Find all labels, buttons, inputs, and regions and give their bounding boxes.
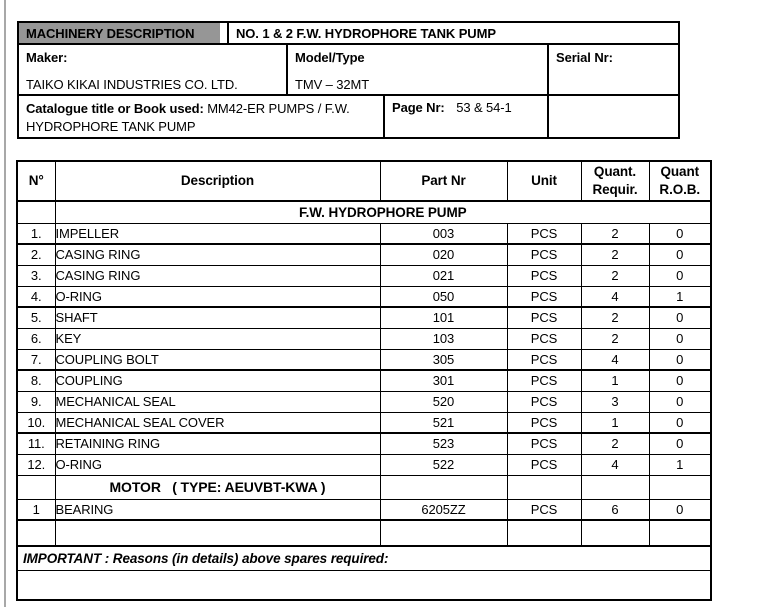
cell-no: 10.: [17, 412, 55, 433]
cell-quant-requir: 4: [581, 454, 649, 475]
cell-no: 11.: [17, 433, 55, 454]
cell-part-nr: 301: [380, 370, 507, 391]
cell-quant-rob: 0: [649, 499, 711, 520]
cell-no: [17, 520, 55, 546]
table-row: [17, 328, 711, 349]
maker-value: TAIKO KIKAI INDUSTRIES CO. LTD.: [26, 77, 238, 92]
cell-unit: PCS: [507, 307, 581, 328]
cell-description: COUPLING BOLT: [55, 349, 380, 370]
cell-no: 1.: [17, 223, 55, 244]
table-row: [17, 286, 711, 307]
cell-part-nr: 520: [380, 391, 507, 412]
cell-unit: PCS: [507, 349, 581, 370]
cell-quant-rob: 0: [649, 433, 711, 454]
table-row: [17, 454, 711, 475]
table-row: [17, 265, 711, 286]
page-nr-cell: [385, 96, 549, 137]
cell-description: BEARING: [55, 499, 380, 520]
cell-quant-requir: [581, 475, 649, 499]
cell-description: MECHANICAL SEAL: [55, 391, 380, 412]
cell-unit: PCS: [507, 499, 581, 520]
cell-part-nr: 050: [380, 286, 507, 307]
cell-quant-requir: 2: [581, 265, 649, 286]
cell-quant-requir: 1: [581, 370, 649, 391]
model-type-cell: [288, 45, 549, 94]
cell-quant-rob: 0: [649, 412, 711, 433]
cell-quant-rob: 0: [649, 370, 711, 391]
machinery-description-label-cell: [19, 23, 229, 43]
cell-description: IMPELLER: [55, 223, 380, 244]
maker-cell: [19, 45, 288, 94]
cell-part-nr: [380, 520, 507, 546]
cell-part-nr: [380, 475, 507, 499]
cell-description: SHAFT: [55, 307, 380, 328]
cell-part-nr: 003: [380, 223, 507, 244]
col-header-description: Description: [55, 161, 380, 201]
serial-nr-cell: [549, 45, 678, 94]
catalogue-page-row: [19, 96, 678, 137]
catalogue-label: Catalogue title or Book used:: [26, 101, 204, 116]
cell-part-nr: 6205ZZ: [380, 499, 507, 520]
serial-value-cell: [549, 96, 678, 137]
cell-quant-rob: 0: [649, 307, 711, 328]
col-header-quant-requir: Quant. Requir.: [581, 161, 649, 201]
cell-quant-rob: 0: [649, 349, 711, 370]
cell-no: 6.: [17, 328, 55, 349]
cell-description: [55, 520, 380, 546]
cell-part-nr: 020: [380, 244, 507, 265]
cell-unit: PCS: [507, 328, 581, 349]
cell-quant-requir: 1: [581, 412, 649, 433]
cell-unit: PCS: [507, 433, 581, 454]
cell-quant-requir: 2: [581, 328, 649, 349]
col-header-unit: Unit: [507, 161, 581, 201]
cell-quant-rob: 0: [649, 223, 711, 244]
serial-nr-label: Serial Nr:: [556, 50, 613, 65]
cell-description: COUPLING: [55, 370, 380, 391]
cell-no: 1: [17, 499, 55, 520]
cell-quant-requir: [581, 520, 649, 546]
cell-no: 9.: [17, 391, 55, 412]
page-edge-line: [4, 0, 6, 607]
cell-quant-requir: 4: [581, 349, 649, 370]
table-row: [17, 499, 711, 520]
cell-unit: PCS: [507, 223, 581, 244]
table-row: [17, 244, 711, 265]
table-row: [17, 223, 711, 244]
maker-model-serial-row: [19, 45, 678, 96]
cell-unit: PCS: [507, 391, 581, 412]
page-nr-value: 53 & 54-1: [456, 100, 512, 115]
cell-quant-requir: 2: [581, 433, 649, 454]
table-row: [17, 412, 711, 433]
cell-quant-requir: 2: [581, 223, 649, 244]
table-header-row: [17, 161, 711, 201]
cell-no: 3.: [17, 265, 55, 286]
model-type-value: TMV – 32MT: [295, 77, 370, 92]
cell-description: MECHANICAL SEAL COVER: [55, 412, 380, 433]
cell-unit: [507, 520, 581, 546]
table-row: [17, 307, 711, 328]
cell-unit: PCS: [507, 265, 581, 286]
cell-description: O-RING: [55, 286, 380, 307]
catalogue-value: MM42-ER PUMPS / F.W. HYDROPHORE TANK PUMP: [26, 101, 350, 134]
cell-description: KEY: [55, 328, 380, 349]
important-note: IMPORTANT : Reasons (in details) above spares required:: [17, 546, 711, 570]
cell-no: 7.: [17, 349, 55, 370]
cell-quant-rob: 0: [649, 244, 711, 265]
empty-row: [17, 520, 711, 546]
cell-quant-requir: 2: [581, 307, 649, 328]
section-title-pump: F.W. HYDROPHORE PUMP: [55, 201, 711, 223]
col-header-part-nr: Part Nr: [380, 161, 507, 201]
machinery-header-table: [17, 21, 680, 139]
cell-description: CASING RING: [55, 244, 380, 265]
page-nr-label: Page Nr:: [392, 100, 445, 115]
reasons-blank-row: [17, 570, 711, 600]
cell-quant-rob: 1: [649, 454, 711, 475]
cell-no: 8.: [17, 370, 55, 391]
cell-no: [17, 201, 55, 223]
table-row: [17, 391, 711, 412]
table-row: [17, 349, 711, 370]
cell-unit: PCS: [507, 286, 581, 307]
cell-quant-rob: 0: [649, 328, 711, 349]
cell-quant-rob: 1: [649, 286, 711, 307]
col-header-no: N°: [17, 161, 55, 201]
section-title-motor: MOTOR ( TYPE: AEUVBT-KWA ): [55, 475, 380, 499]
cell-unit: PCS: [507, 412, 581, 433]
machinery-description-label: MACHINERY DESCRIPTION: [19, 23, 220, 43]
cell-unit: PCS: [507, 370, 581, 391]
table-row: [17, 370, 711, 391]
table-row: [17, 433, 711, 454]
cell-quant-requir: 6: [581, 499, 649, 520]
catalogue-cell: [19, 96, 385, 137]
machinery-description-value: NO. 1 & 2 F.W. HYDROPHORE TANK PUMP: [236, 25, 496, 41]
cell-quant-requir: 3: [581, 391, 649, 412]
cell-unit: PCS: [507, 244, 581, 265]
cell-part-nr: 523: [380, 433, 507, 454]
cell-no: 4.: [17, 286, 55, 307]
cell-part-nr: 101: [380, 307, 507, 328]
reasons-blank-cell: [17, 570, 711, 600]
cell-quant-rob: [649, 520, 711, 546]
cell-part-nr: 522: [380, 454, 507, 475]
cell-quant-rob: 0: [649, 391, 711, 412]
cell-part-nr: 305: [380, 349, 507, 370]
cell-no: 5.: [17, 307, 55, 328]
cell-quant-rob: [649, 475, 711, 499]
cell-no: [17, 475, 55, 499]
cell-unit: PCS: [507, 454, 581, 475]
cell-description: CASING RING: [55, 265, 380, 286]
cell-no: 2.: [17, 244, 55, 265]
spare-parts-table: [16, 160, 712, 601]
cell-no: 12.: [17, 454, 55, 475]
cell-part-nr: 103: [380, 328, 507, 349]
model-type-label: Model/Type: [295, 50, 365, 65]
cell-description: O-RING: [55, 454, 380, 475]
section-header-pump: [17, 201, 711, 223]
col-header-quant-rob: Quant R.O.B.: [649, 161, 711, 201]
cell-part-nr: 021: [380, 265, 507, 286]
maker-label: Maker:: [26, 50, 68, 65]
cell-unit: [507, 475, 581, 499]
cell-description: RETAINING RING: [55, 433, 380, 454]
important-note-row: [17, 546, 711, 570]
cell-part-nr: 521: [380, 412, 507, 433]
cell-quant-rob: 0: [649, 265, 711, 286]
cell-quant-requir: 4: [581, 286, 649, 307]
section-header-motor: [17, 475, 711, 499]
machinery-description-row: [19, 23, 678, 45]
cell-quant-requir: 2: [581, 244, 649, 265]
